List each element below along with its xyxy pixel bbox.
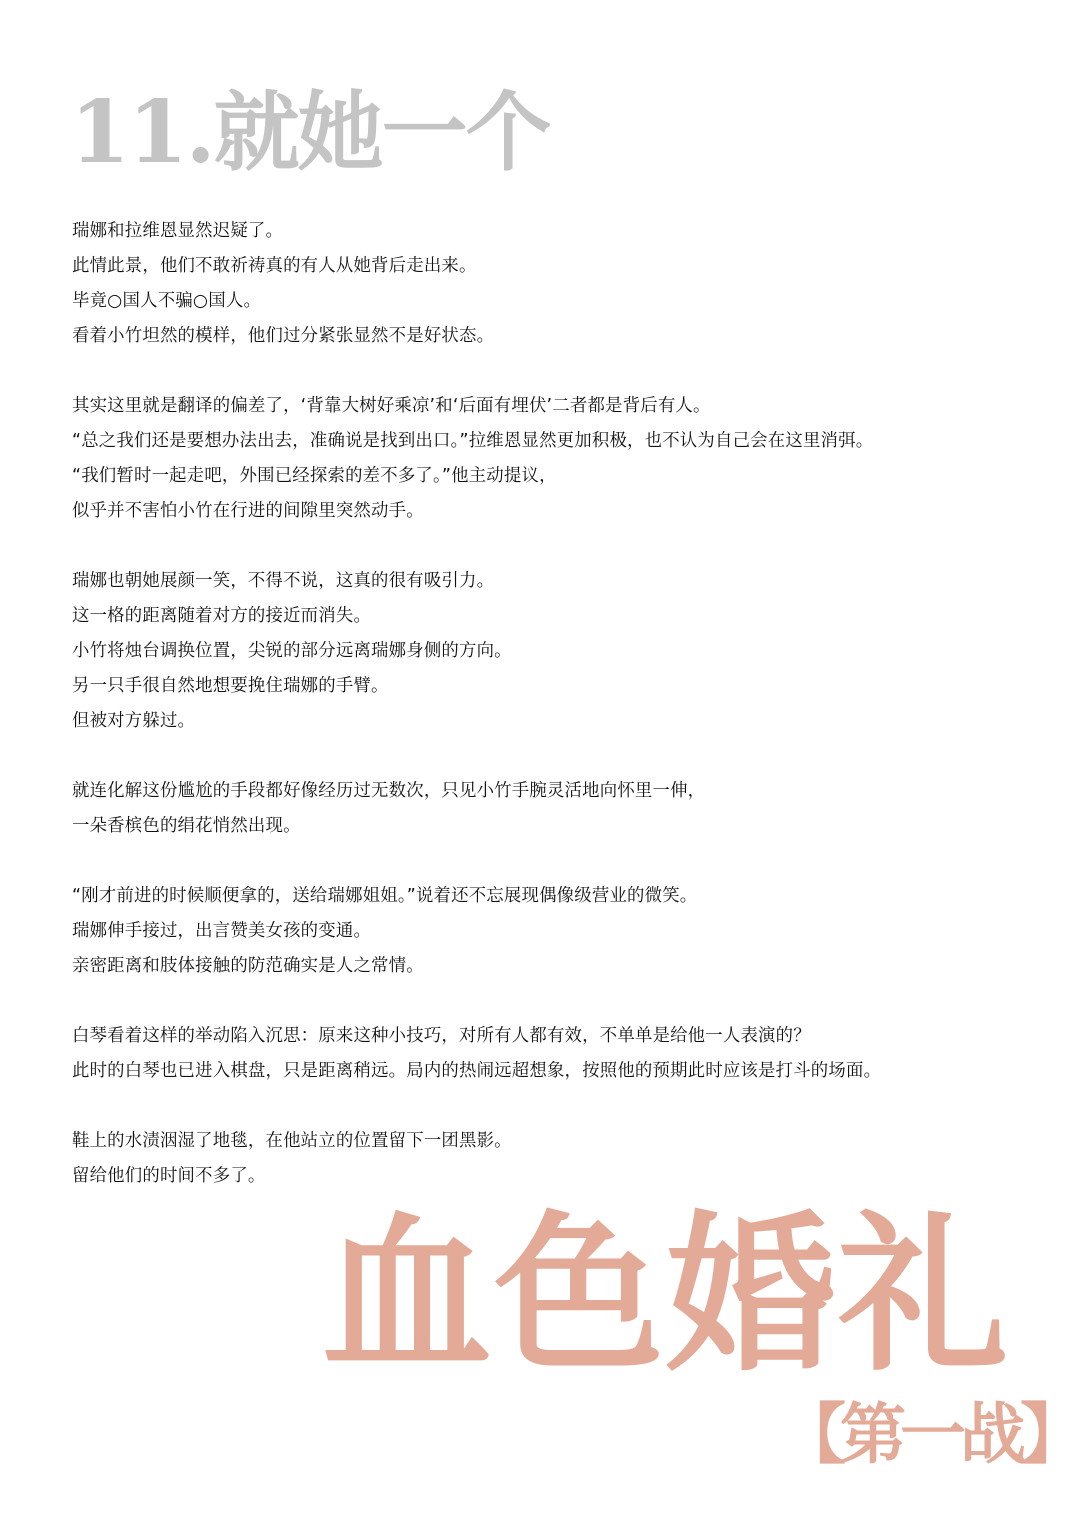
- text-line: 看着小竹坦然的模样，他们过分紧张显然不是好状态。: [72, 326, 495, 346]
- text-line: 留给他们的时间不多了。: [72, 1166, 266, 1186]
- text-line: “总之我们还是要想办法出去，准确说是找到出口。”拉维恩显然更加积极，也不认为自己会在这里消弭。: [72, 431, 874, 451]
- text-line: 似乎并不害怕小竹在行进的间隙里突然动手。: [72, 501, 424, 521]
- text-line: 白琴看着这样的举动陷入沉思：原来这种小技巧，对所有人都有效，不单单是给他一人表演的？: [72, 1026, 811, 1046]
- text-line: 此情此景，他们不敢祈祷真的有人从她背后走出来。: [72, 256, 477, 276]
- text-line: 这一格的距离随着对方的接近而消失。: [72, 606, 372, 626]
- paragraph-4: [72, 774, 1062, 844]
- series-subtitle: 【第一战】: [780, 1395, 1080, 1473]
- chapter-body: [72, 214, 1062, 1229]
- paragraph-6: [72, 1019, 1062, 1089]
- text-line: 另一只手很自然地想要挽住瑞娜的手臂。: [72, 676, 389, 696]
- text-line: “我们暂时一起走吧，外围已经探索的差不多了。”他主动提议，: [72, 466, 557, 486]
- series-title: 血色婚礼: [322, 1195, 1011, 1395]
- text-line: 亲密距离和肢体接触的防范确实是人之常情。: [72, 956, 424, 976]
- chapter-title: 11.就她一个: [70, 82, 550, 183]
- text-line: 瑞娜伸手接过，出言赞美女孩的变通。: [72, 921, 372, 941]
- text-line: “刚才前进的时候顺便拿的，送给瑞娜姐姐。”说着还不忘展现偶像级营业的微笑。: [72, 886, 698, 906]
- paragraph-5: [72, 879, 1062, 984]
- text-line: 一朵香槟色的绢花悄然出现。: [72, 816, 301, 836]
- text-line: 此时的白琴也已进入棋盘，只是距离稍远。局内的热闹远超想象，按照他的预期此时应该是打斗的场面。: [72, 1061, 882, 1081]
- paragraph-7: [72, 1124, 1062, 1194]
- text-line: 毕竟○国人不骗○国人。: [72, 291, 262, 311]
- text-line: 但被对方躲过。: [72, 711, 196, 731]
- text-line: 小竹将烛台调换位置，尖锐的部分远离瑞娜身侧的方向。: [72, 641, 512, 661]
- text-line: 鞋上的水渍洇湿了地毯，在他站立的位置留下一团黑影。: [72, 1131, 512, 1151]
- paragraph-2: [72, 389, 1062, 529]
- text-line: 瑞娜和拉维恩显然迟疑了。: [72, 221, 284, 241]
- text-line: 其实这里就是翻译的偏差了，‘背靠大树好乘凉’和‘后面有埋伏’二者都是背后有人。: [72, 396, 711, 416]
- paragraph-1: [72, 214, 1062, 354]
- text-line: 就连化解这份尴尬的手段都好像经历过无数次，只见小竹手腕灵活地向怀里一伸，: [72, 781, 706, 801]
- paragraph-3: [72, 564, 1062, 739]
- text-line: 瑞娜也朝她展颜一笑，不得不说，这真的很有吸引力。: [72, 571, 495, 591]
